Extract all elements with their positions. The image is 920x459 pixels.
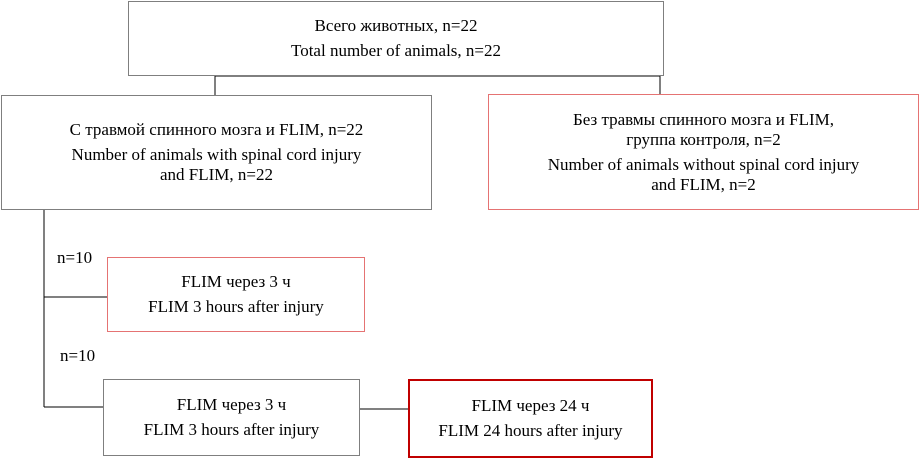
branch2-flim-en: FLIM 3 hours after injury — [143, 420, 320, 439]
control-group-box — [488, 94, 919, 210]
injury-group-ru: С травмой спинного мозга и FLIM, n=22 — [69, 120, 364, 139]
injury-group-box — [1, 95, 432, 210]
injury-group-en: Number of animals with spinal cord injury and FLIM, n=22 — [71, 145, 362, 184]
branch2-flim-3h-box — [103, 379, 360, 456]
branch1-n-label: n=10 — [57, 248, 93, 267]
branch1-flim-3h-box — [107, 257, 365, 332]
total-animals-ru: Всего животных, n=22 — [314, 16, 478, 35]
branch1-flim-en: FLIM 3 hours after injury — [148, 297, 324, 316]
control-group-ru: Без травмы спинного мозга и FLIM, группа контроля, n=2 — [572, 109, 835, 149]
total-animals-en: Total number of animals, n=22 — [291, 41, 501, 60]
total-animals-box — [128, 1, 664, 76]
control-group-en: Number of animals without spinal cord injury and FLIM, n=2 — [547, 154, 860, 194]
followup-flim-24h-box — [408, 379, 653, 458]
followup-flim-en: FLIM 24 hours after injury — [438, 421, 623, 440]
branch2-n-label: n=10 — [60, 346, 96, 365]
branch1-flim-ru: FLIM через 3 ч — [181, 272, 291, 291]
branch2-flim-ru: FLIM через 3 ч — [176, 395, 287, 414]
followup-flim-ru: FLIM через 24 ч — [471, 396, 590, 415]
